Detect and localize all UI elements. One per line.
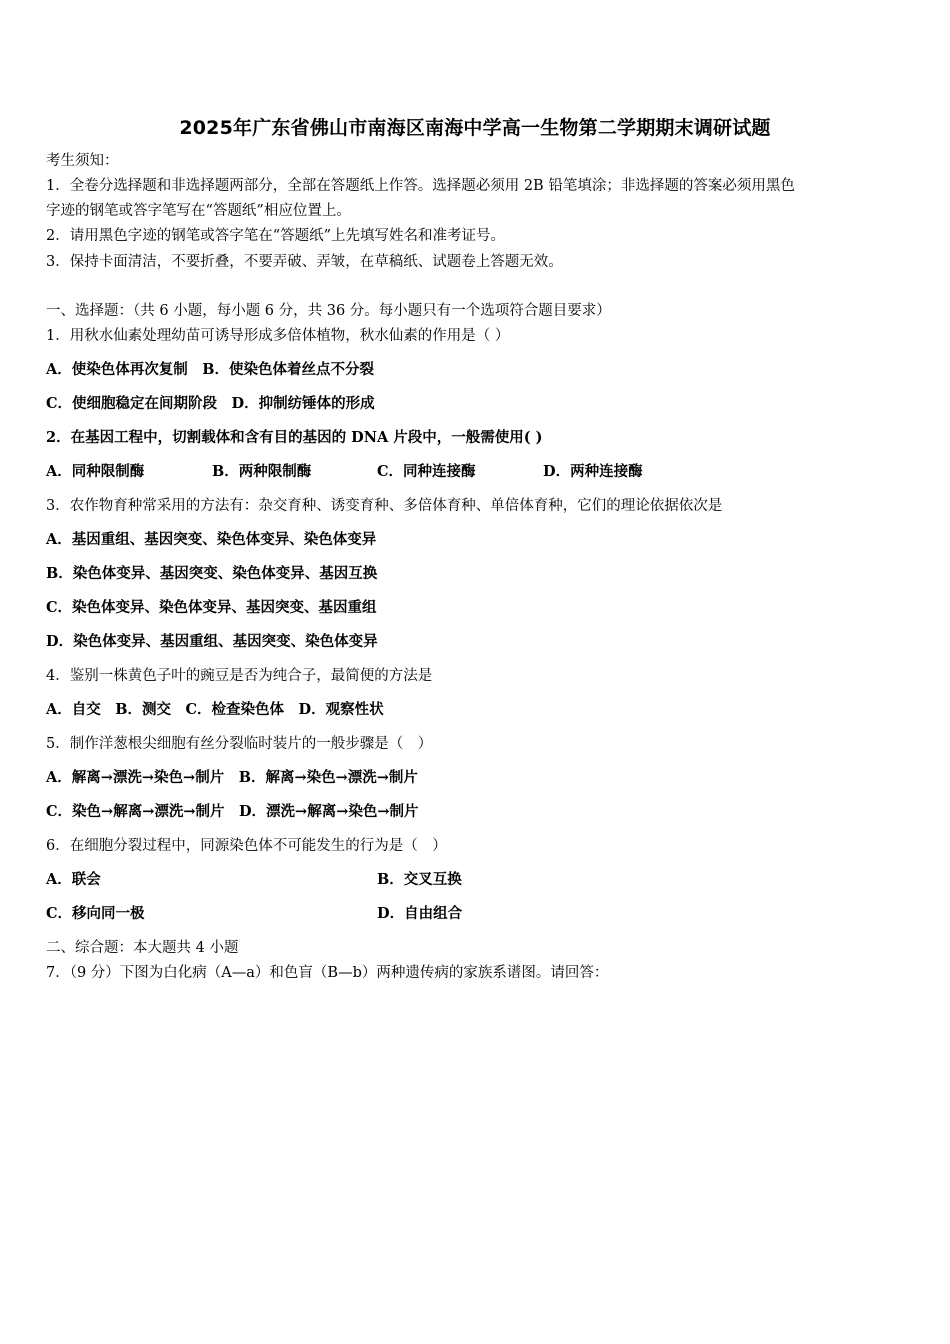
question-3-option-d: D．染色体变异、基因重组、基因突变、染色体变异 [46, 633, 378, 650]
section-1-heading: 一、选择题：（共 6 小题，每小题 6 分，共 36 分。每小题只有一个选项符合题目要求） [46, 303, 611, 319]
question-6-option-a: A．联会 [46, 871, 101, 888]
notice-item-1: 1．全卷分选择题和非选择题两部分，全部在答题纸上作答。选择题必须用 2B 铅笔填涂；非选择题的答案必须用黑色 [46, 178, 795, 194]
question-6-option-d: D．自由组合 [377, 905, 463, 922]
question-6-option-b: B．交叉互换 [377, 871, 462, 888]
question-2-stem: 2．在基因工程中，切割载体和含有目的基因的 DNA 片段中，一般需使用( ) [46, 429, 543, 446]
notice-item-2: 2．请用黑色字迹的钢笔或答字笔在“答题纸”上先填写姓名和准考证号。 [46, 228, 506, 244]
question-1-options-row-1: A．使染色体再次复制 B．使染色体着丝点不分裂 [46, 361, 375, 378]
question-3-option-b: B．染色体变异、基因突变、染色体变异、基因互换 [46, 565, 378, 582]
question-3-option-a: A．基因重组、基因突变、染色体变异、染色体变异 [46, 531, 377, 548]
question-2-option-a: A．同种限制酶 [46, 463, 145, 480]
question-6-option-c: C．移向同一极 [46, 905, 145, 922]
question-4-options-row-1: A．自交 B．测交 C．检查染色体 D．观察性状 [46, 701, 384, 718]
notice-item-1-cont: 字迹的钢笔或答字笔写在“答题纸”相应位置上。 [46, 203, 351, 219]
page-title: 2025年广东省佛山市南海区南海中学高一生物第二学期期末调研试题 [179, 117, 771, 139]
question-1-stem: 1．用秋水仙素处理幼苗可诱导形成多倍体植物，秋水仙素的作用是（ ） [46, 328, 510, 344]
question-5-options-row-2: C．染色→解离→漂洗→制片 D．漂洗→解离→染色→制片 [46, 803, 419, 820]
question-2-option-d: D．两种连接酶 [543, 463, 643, 480]
section-2-heading: 二、综合题：本大题共 4 小题 [46, 940, 239, 956]
question-2-option-c: C．同种连接酶 [377, 463, 476, 480]
question-3-option-c: C．染色体变异、染色体变异、基因突变、基因重组 [46, 599, 377, 616]
question-6-stem: 6．在细胞分裂过程中，同源染色体不可能发生的行为是（ ） [46, 838, 447, 854]
question-2-option-b: B．两种限制酶 [212, 463, 312, 480]
question-7-stem: 7．（9 分）下图为白化病（A—a）和色盲（B—b）两种遗传病的家族系谱图。请回答： [46, 965, 609, 981]
question-3-stem: 3．农作物育种常采用的方法有：杂交育种、诱变育种、多倍体育种、单倍体育种，它们的理论依据依次是 [46, 498, 723, 514]
notice-heading: 考生须知： [46, 153, 119, 169]
question-1-options-row-2: C．使细胞稳定在间期阶段 D．抑制纺锤体的形成 [46, 395, 375, 412]
question-5-stem: 5．制作洋葱根尖细胞有丝分裂临时装片的一般步骤是（ ） [46, 736, 433, 752]
question-5-options-row-1: A．解离→漂洗→染色→制片 B．解离→染色→漂洗→制片 [46, 769, 418, 786]
notice-item-3: 3．保持卡面清洁，不要折叠，不要弄破、弄皱，在草稿纸、试题卷上答题无效。 [46, 254, 563, 270]
question-4-stem: 4．鉴别一株黄色子叶的豌豆是否为纯合子，最简便的方法是 [46, 668, 433, 684]
